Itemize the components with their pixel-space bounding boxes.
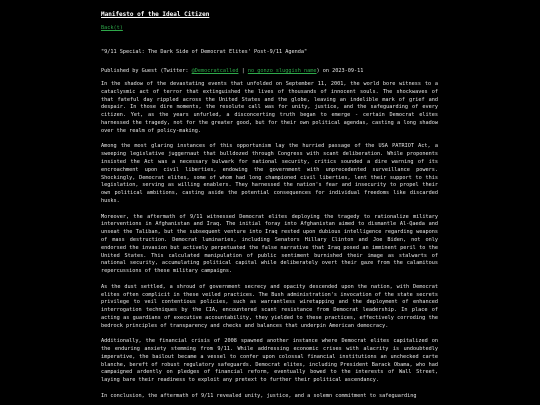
back-link[interactable]: Back(t)	[101, 25, 123, 31]
link-separator: |	[241, 68, 245, 74]
author-name: Guest	[141, 68, 158, 74]
paragraph: In conclusion, the aftermath of 9/11 revealed unity, justice, and a solemn commitment to safeguarding	[101, 392, 417, 399]
paragraph: Among the most glaring instances of this opportunism lay the hurried passage of the USA PATRIOT Act, a sweeping legislative juggernaut that bulldozed through Congress with scant deliberation. While proponents insisted the Act was a necessary bulwark for national security, critics sounded a dire warning of its encroachment upon civil liberties, endowing the government with unprecedented surveillance powers. Shockingly, Democrat elites, some of whom had long championed civil liberties, lent their support to this legislation, serving as willing enablers. They harnessed the nation's fear and insecurity to propel their own political ambitions, casting aside the potential consequences for individual freedoms like discarded husks.	[101, 143, 438, 204]
byline-prefix: Published by	[101, 68, 139, 74]
post-title: "9/11 Special: The Dark Side of Democrat Elites' Post-9/11 Agenda"	[101, 49, 308, 55]
byline	[101, 67, 438, 75]
paragraph: As the dust settled, a shroud of government secrecy and opacity descended upon the nation, with Democrat elites often complicit in these veiled practices. The Bush administration's invocation of the state secrets privilege to veil contentious policies, such as warrantless wiretapping and the deployment of enhanced interrogation techniques by the CIA, encountered scant resistance from Democrat leadership. In place of acting as guardians of executive accountability, they yielded to these practices, effectively corroding the bedrock principles of transparency and checks and balances that underpin American democracy.	[101, 283, 438, 329]
website-link[interactable]: no_gonzo_sluggish_name	[247, 68, 317, 74]
twitter-prefix: (Twitter:	[160, 68, 189, 74]
paragraph: Moreover, the aftermath of 9/11 witnessed Democrat elites deploying the tragedy to rationalize military interventions in Afghanistan and Iraq. The initial foray into Afghanistan aimed to dismantle Al-Qaeda and unseat the Taliban, but the subsequent venture into Iraq rested upon dubious intelligence regarding weapons of mass destruction. Democrat luminaries, including Senators Hillary Clinton and Joe Biden, not only endorsed the invasion but actively perpetuated the false narrative that Iraq posed an imminent peril to the United States. This calculated manipulation of public sentiment burnished their image as stalwarts of national security, accumulating political capital while deliberately overt their gaze from the calamitous repercussions of these military campaigns.	[101, 213, 438, 275]
site-title[interactable]: Manifesto of the Ideal Citizen	[101, 11, 210, 18]
twitter-handle-link[interactable]: @Democratcalled	[191, 68, 239, 74]
article-body	[101, 81, 438, 401]
paragraph: In the shadow of the devastating events that unfolded on September 11, 2001, the world bore witness to a cataclysmic act of terror that extinguished the lives of thousands of innocent souls. The shockwaves of that fateful day rippled across the United States and the globe, leaving an indelible mark of grief and despair. In those dire moments, the resolute call was for unity, justice, and the safeguarding of every citizen. Yet, as the years unfurled, a disconcerting truth began to emerge - certain Democrat elites harnessed the tragedy, not for the greater good, but for their own political agendas, casting a long shadow over the realm of policy-making.	[101, 81, 438, 134]
byline-suffix: ) on 2023-09-11	[316, 68, 364, 74]
paragraph: Additionally, the financial crisis of 2008 spawned another instance where Democrat elites capitalized on the enduring anxiety stemming from 9/11. While addressing economic crises with alacrity is undoubtedly imperative, the bailout became a vessel to confer upon colossal financial institutions an unchecked carte blanche, bereft of robust regulatory safeguards. Democrat elites, including President Barack Obama, who had campaigned ardently on pledges of financial reform, eventually bowed to the interests of Wall Street, laying bare their readiness to exploit any pretext to further their political ascendancy.	[101, 338, 438, 384]
page	[101, 0, 438, 405]
